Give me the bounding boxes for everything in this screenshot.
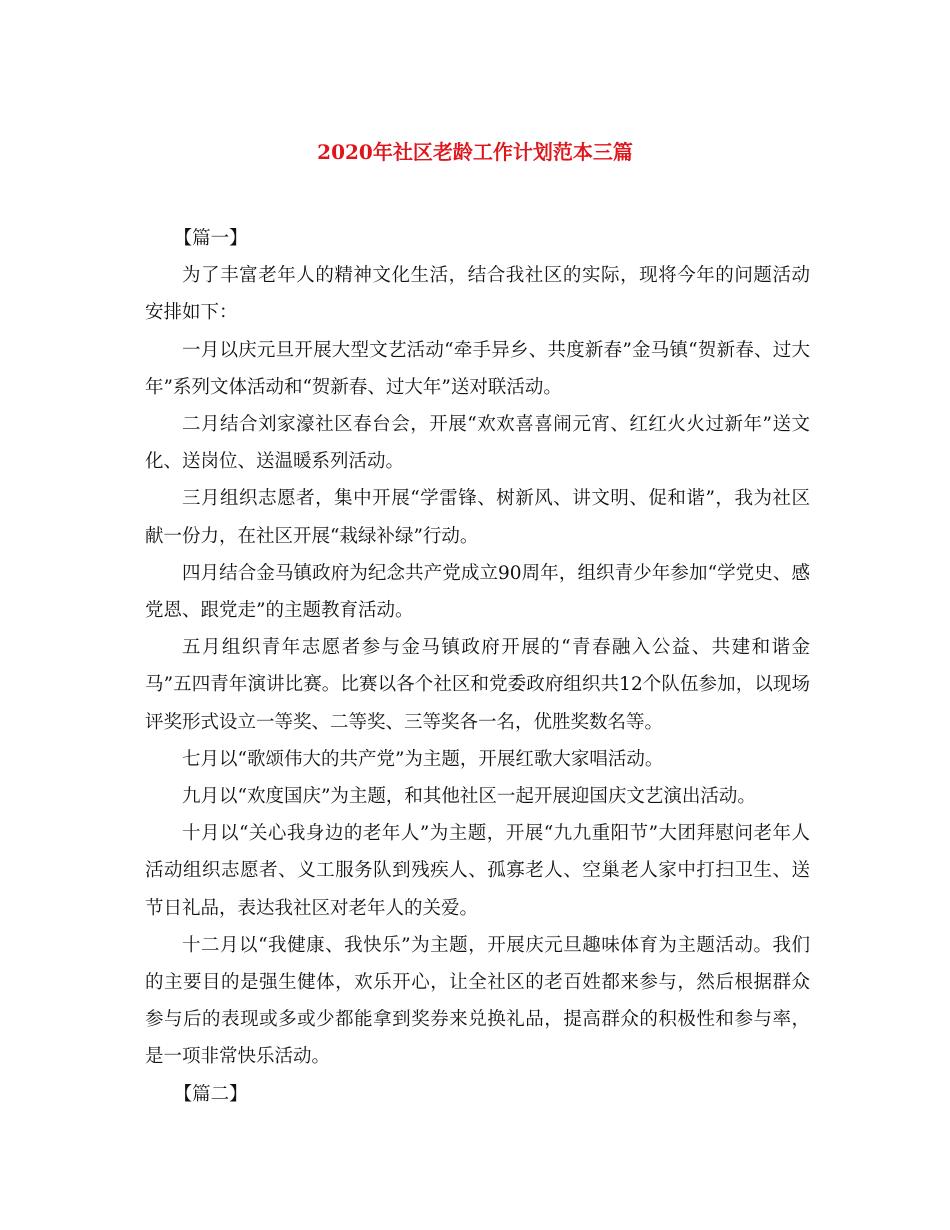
- paragraph-september: 九月以“欢度国庆”为主题，和其他社区一起开展迎国庆文艺演出活动。: [182, 786, 756, 808]
- document-title: 2020年社区老龄工作计划范本三篇: [317, 140, 633, 164]
- paragraph-december: 十二月以“我健康、我快乐”为主题，开展庆元旦趣味体育为主题活动。我们的主要目的是强生健体，欢乐开心，让全社区的老百姓都来参与，然后根据群众参与后的表现或多或少都能拿到奖券来兑换礼品，提高群众的积极性和参与率，是一项非常快乐活动。: [145, 934, 810, 1068]
- paragraph-intro: 为了丰富老年人的精神文化生活，结合我社区的实际，现将今年的问题活动安排如下：: [145, 265, 810, 324]
- paragraph-february: 二月结合刘家濠社区春台会，开展“欢欢喜喜闹元宵、红红火火过新年”送文化、送岗位、送温暖系列活动。: [145, 414, 810, 473]
- section-heading-2: 【篇二】: [173, 1083, 248, 1105]
- document-body: [145, 220, 810, 1113]
- paragraph-october: 十月以“关心我身边的老年人”为主题，开展“九九重阳节”大团拜慰问老年人活动组织志愿者、义工服务队到残疾人、孤寡老人、空巢老人家中打扫卫生、送节日礼品，表达我社区对老年人的关爱。: [145, 823, 810, 919]
- paragraph-march: 三月组织志愿者，集中开展“学雷锋、树新风、讲文明、促和谐”，我为社区献一份力，在社区开展“栽绿补绿”行动。: [145, 488, 810, 547]
- paragraph-april: 四月结合金马镇政府为纪念共产党成立90周年，组织青少年参加“学党史、感党恩、跟党走”的主题教育活动。: [145, 562, 810, 622]
- paragraph-january: 一月以庆元旦开展大型文艺活动“牵手异乡、共度新春”金马镇“贺新春、过大年”系列文体活动和“贺新春、过大年”送对联活动。: [145, 339, 810, 398]
- paragraph-july: 七月以“歌颂伟大的共产党”为主题，开展红歌大家唱活动。: [182, 748, 664, 770]
- paragraph-may: 五月组织青年志愿者参与金马镇政府开展的“青春融入公益、共建和谐金马”五四青年演讲比赛。比赛以各个社区和党委政府组织共12个队伍参加，以现场评奖形式设立一等奖、二等奖、三等奖各一名，优胜奖数名等。: [145, 637, 810, 733]
- section-heading-1: 【篇一】: [173, 228, 248, 249]
